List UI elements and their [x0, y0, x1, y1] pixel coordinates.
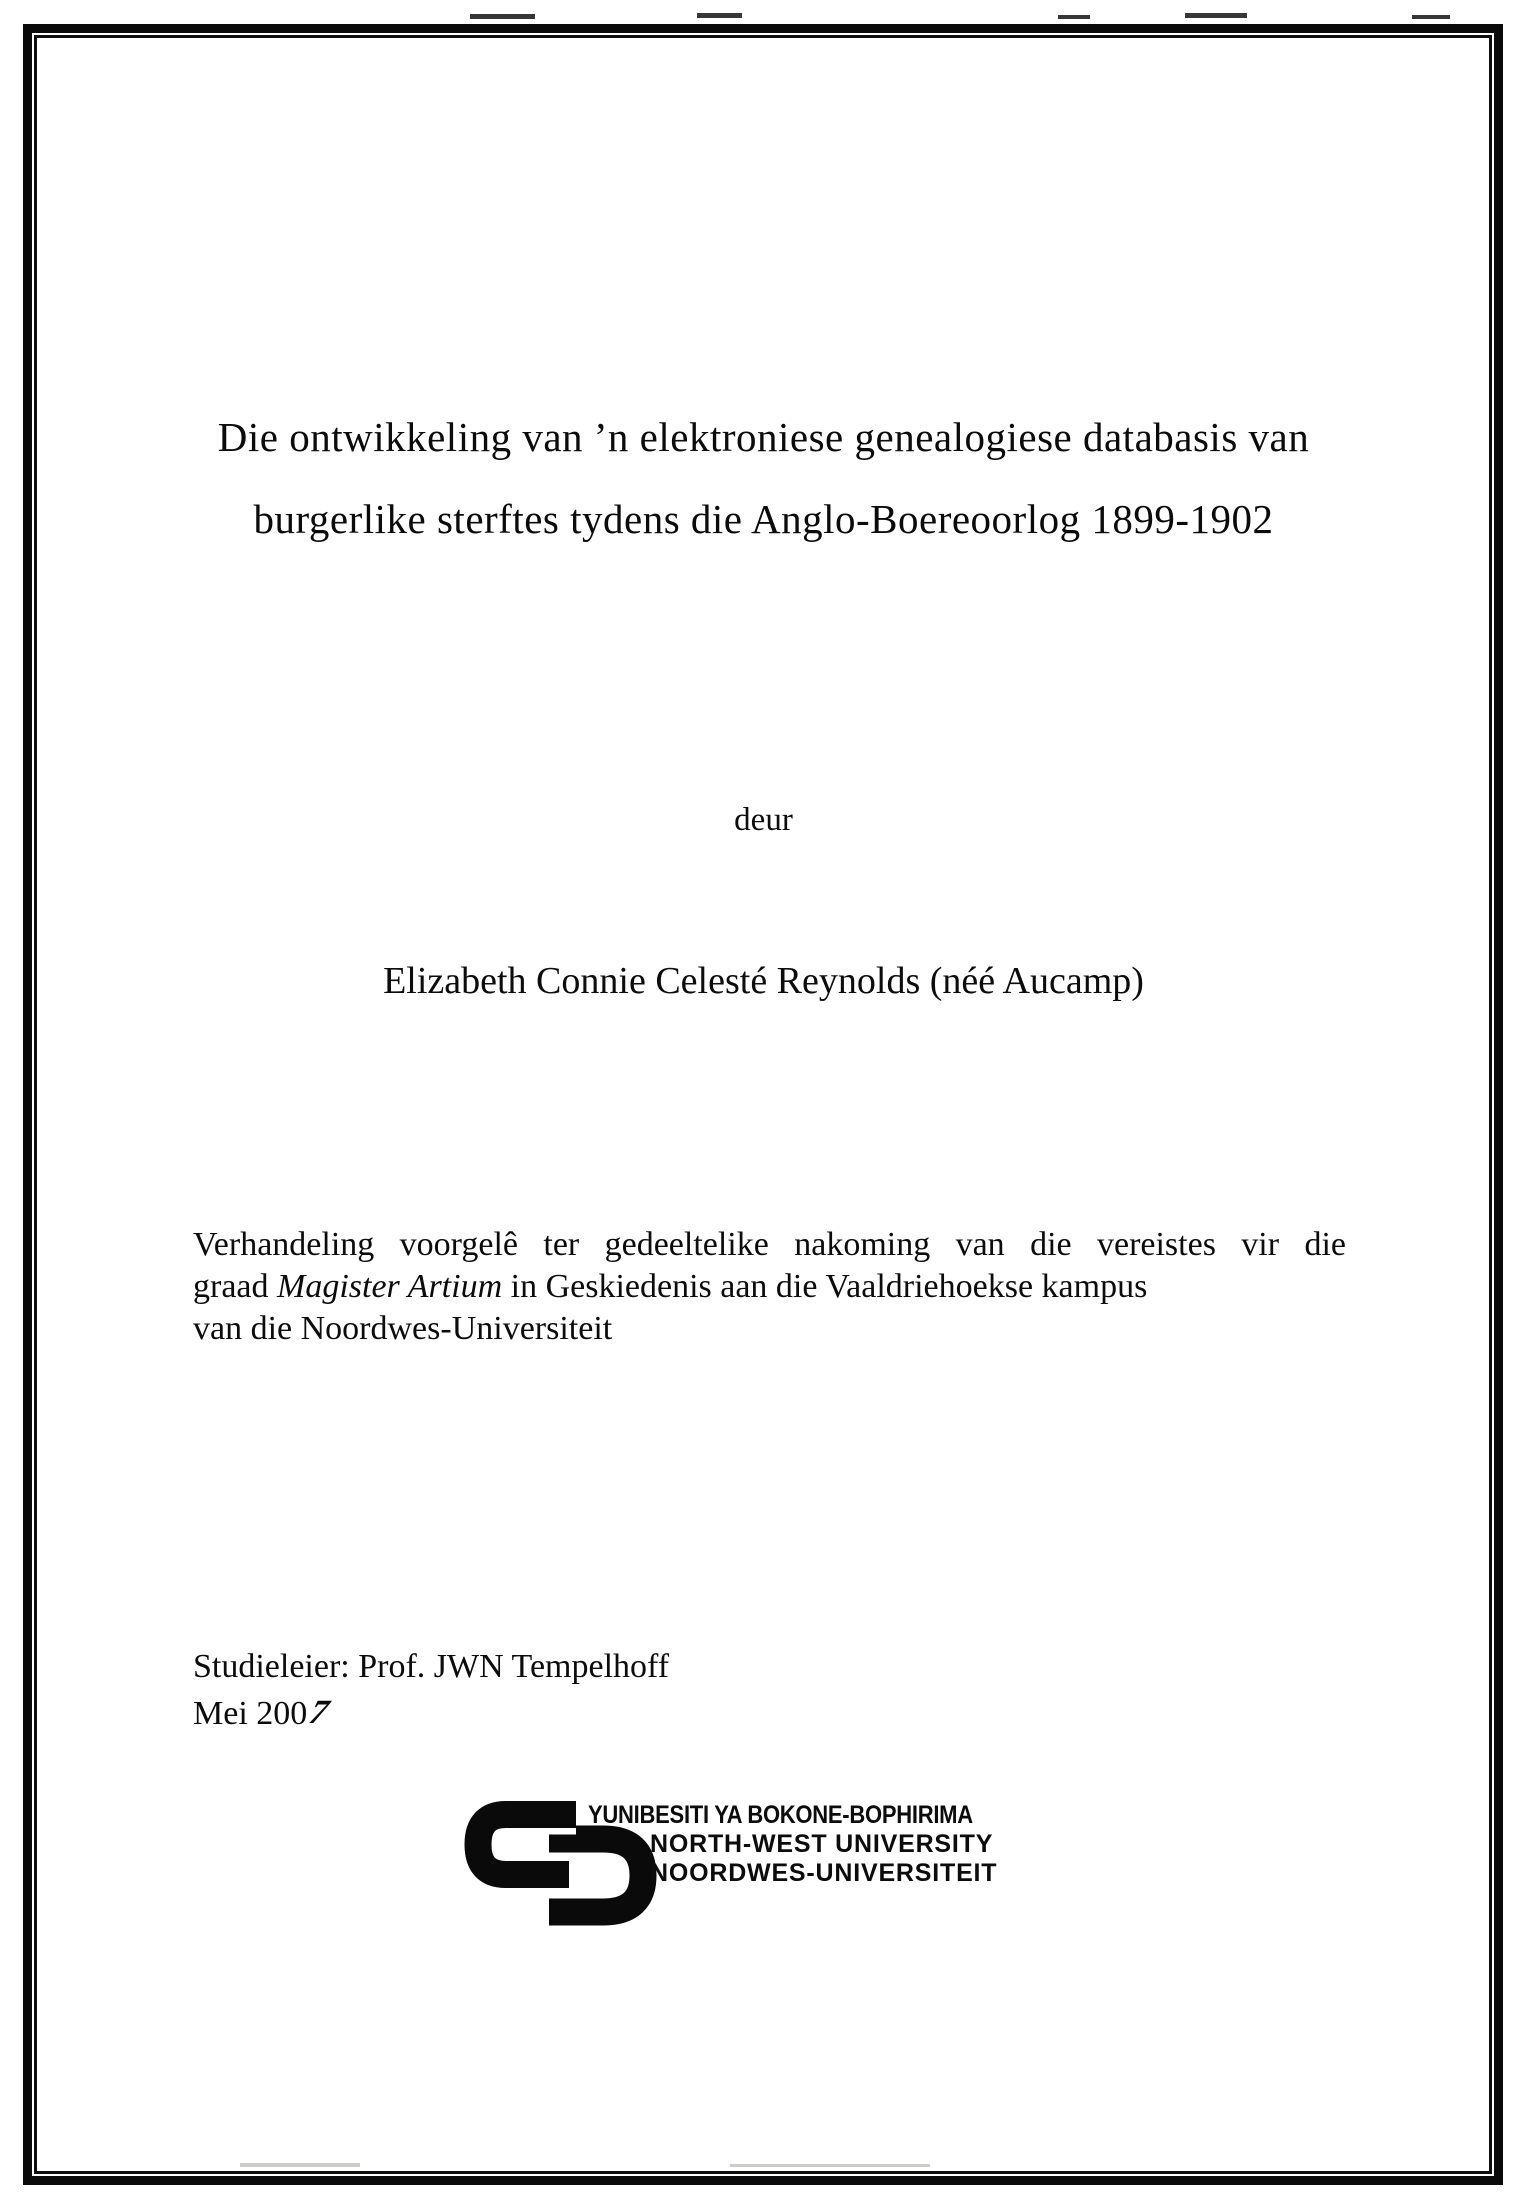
logo-line-setswana-text: YUNIBESITI YA BOKONE-BOPHIRIMA — [588, 1801, 973, 1829]
date-line — [193, 1690, 669, 1737]
logo-line-afrikaans: NOORDWES-UNIVERSITEIT — [650, 1859, 998, 1887]
date-last-digit: 7 — [302, 1694, 336, 1731]
supervisor-block — [193, 1643, 669, 1737]
thesis-title-line-1: Die ontwikkeling van ’n elektroniese genealogiese databasis van — [217, 414, 1310, 460]
thesis-statement-line-2 — [193, 1266, 1346, 1308]
thesis-title — [95, 396, 1432, 560]
scan-artifact-dash — [470, 14, 535, 19]
supervisor-line: Studieleier: Prof. JWN Tempelhoff — [193, 1648, 670, 1685]
university-logo-text — [588, 1801, 1025, 1888]
thesis-statement-line-1: Verhandeling voorgelê ter gedeeltelike nakoming van die vereistes vir die — [193, 1226, 1346, 1263]
thesis-statement-line-3: van die Noordwes-Universiteit — [193, 1310, 613, 1347]
author-name: Elizabeth Connie Celesté Reynolds (néé Aucamp) — [383, 960, 1144, 1002]
logo-line-setswana — [588, 1801, 1025, 1830]
date-prefix: Mei 200 — [193, 1695, 308, 1732]
byline-preposition: deur — [734, 802, 793, 838]
scan-artifact-dash — [1185, 13, 1247, 18]
thesis-statement-line-2-suffix: in Geskiedenis aan die Vaaldriehoekse kampus — [502, 1268, 1148, 1305]
thesis-statement-line-2-prefix: graad — [193, 1268, 278, 1305]
degree-name-italic: Magister Artium — [277, 1268, 503, 1305]
scan-artifact-dash — [1058, 15, 1090, 19]
thesis-statement — [193, 1224, 1346, 1350]
scan-artifact-dash — [697, 13, 742, 18]
logo-line-english: NORTH-WEST UNIVERSITY — [650, 1830, 994, 1858]
thesis-title-line-2: burgerlike sterftes tydens die Anglo-Boereoorlog 1899-1902 — [253, 496, 1274, 542]
scan-artifact-dash — [1412, 15, 1450, 19]
